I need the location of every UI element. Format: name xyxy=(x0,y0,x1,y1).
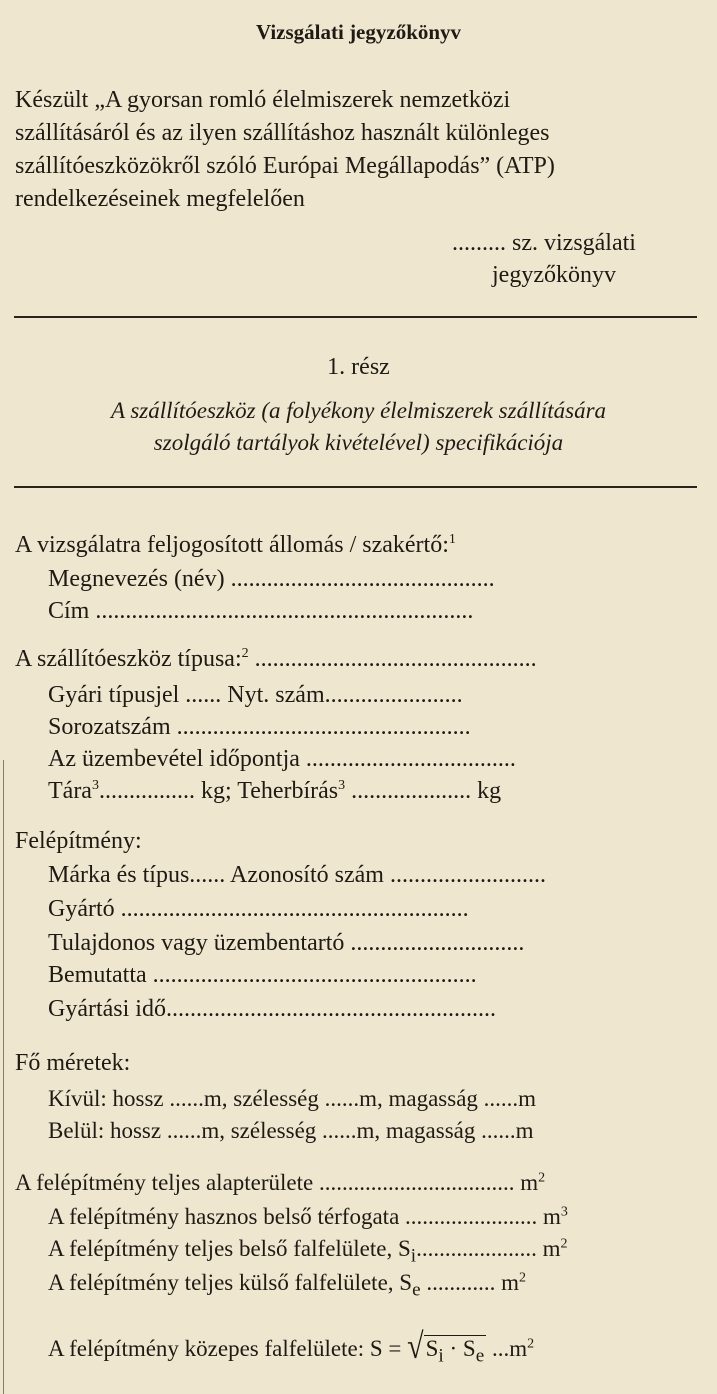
vehicle-heading-dots: ............................................... xyxy=(248,646,537,672)
manufacture-date-field: Gyártási idő....................................................... xyxy=(48,996,496,1022)
intro-line: szállításáról és az ilyen szállításhoz használt különleges xyxy=(15,120,550,146)
square-root-icon: √ xyxy=(407,1326,424,1367)
tare-dots: ................ kg; Teherbírás xyxy=(98,778,339,804)
subscript: e xyxy=(412,1279,421,1301)
intro-line: Készült „A gyorsan romló élelmiszerek nemzetközi xyxy=(15,87,511,113)
subscript: i xyxy=(410,1245,417,1267)
commissioning-date-field: Az üzembevétel időpontja ................................... xyxy=(48,746,516,772)
margin-line xyxy=(3,760,4,1394)
serial-number-field: Sorozatszám ................................................. xyxy=(48,714,471,740)
owner-field: Tulajdonos vagy üzembentartó ............................. xyxy=(48,930,525,956)
station-name-field: Megnevezés (név) ............................................ xyxy=(48,566,495,592)
vehicle-heading xyxy=(15,646,537,673)
presented-by-field: Bemutatta ...................................................... xyxy=(48,962,477,988)
manufacturer-field: Gyártó .......................................................... xyxy=(48,896,469,922)
tare-load-field xyxy=(48,778,501,805)
document-title: Vizsgálati jegyzőkönyv xyxy=(255,20,462,44)
dimensions-heading: Fő méretek: xyxy=(15,1050,131,1076)
unit-exponent: 2 xyxy=(560,1236,568,1252)
subscript: e xyxy=(475,1345,485,1367)
formula-s: S xyxy=(425,1336,439,1361)
unit-exponent: 2 xyxy=(518,1270,526,1286)
station-address-field: Cím ............................................................... xyxy=(48,598,474,624)
total-floor-area-field xyxy=(15,1170,545,1196)
report-number-line1: ......... sz. vizsgálati xyxy=(452,230,636,256)
unit-exponent: 3 xyxy=(560,1204,568,1220)
divider xyxy=(14,316,697,318)
footnote-ref: 3 xyxy=(91,778,99,793)
load-dots: .................... kg xyxy=(345,778,502,804)
outer-dots: ............ m xyxy=(420,1270,519,1295)
outer-surface-field xyxy=(48,1270,526,1302)
part-subtitle-line2: szolgáló tartályok kivételével) specifikációja xyxy=(153,430,564,455)
intro-line: rendelkezéseinek megfelelően xyxy=(15,186,305,212)
intro-line: szállítóeszközökről szóló Európai Megállapodás” (ATP) xyxy=(15,153,555,179)
station-heading xyxy=(15,532,456,559)
unit-exponent: 2 xyxy=(527,1336,535,1352)
report-number-line2: jegyzőkönyv xyxy=(492,262,616,288)
sqrt-formula xyxy=(424,1335,487,1367)
inner-dots: ..................... m xyxy=(416,1236,561,1261)
subscript: i xyxy=(438,1345,444,1367)
useful-volume-field xyxy=(48,1204,568,1230)
footnote-ref: 1 xyxy=(448,532,456,547)
vehicle-heading-text: A szállítóeszköz típusa: xyxy=(15,646,242,672)
outside-dimensions-field: Kívül: hossz ......m, szélesség ......m, magasság ......m xyxy=(48,1086,537,1111)
tare-label: Tára xyxy=(48,778,92,804)
inner-surface-text: A felépítmény teljes belső falfelülete, S xyxy=(48,1236,411,1261)
outer-surface-text: A felépítmény teljes külső falfelülete, S xyxy=(48,1270,413,1295)
body-heading: Felépítmény: xyxy=(15,828,142,854)
useful-volume-text: A felépítmény hasznos belső térfogata ....................... m xyxy=(48,1204,561,1229)
divider xyxy=(14,486,697,488)
footnote-ref: 3 xyxy=(338,778,346,793)
inner-surface-field xyxy=(48,1236,568,1268)
make-type-field: Márka és típus...... Azonosító szám .......................... xyxy=(48,862,546,888)
formula-mult: · S xyxy=(443,1336,476,1361)
total-floor-text: A felépítmény teljes alapterülete .................................. m xyxy=(15,1170,539,1195)
inside-dimensions-field: Belül: hossz ......m, szélesség ......m, magasság ......m xyxy=(48,1118,534,1143)
factory-type-field: Gyári típusjel ...... Nyt. szám....................... xyxy=(48,682,463,708)
part-label: 1. rész xyxy=(327,354,390,380)
footnote-ref: 2 xyxy=(241,646,249,661)
station-heading-text: A vizsgálatra feljogosított állomás / szakértő: xyxy=(15,532,449,558)
mean-surface-label: A felépítmény közepes falfelülete: S = xyxy=(48,1336,408,1361)
unit-exponent: 2 xyxy=(538,1170,546,1186)
part-subtitle-line1: A szállítóeszköz (a folyékony élelmiszerek szállítására xyxy=(110,398,607,423)
mean-surface-field xyxy=(48,1326,535,1368)
mean-tail: ...m xyxy=(486,1336,528,1361)
intro-paragraph xyxy=(15,84,700,216)
